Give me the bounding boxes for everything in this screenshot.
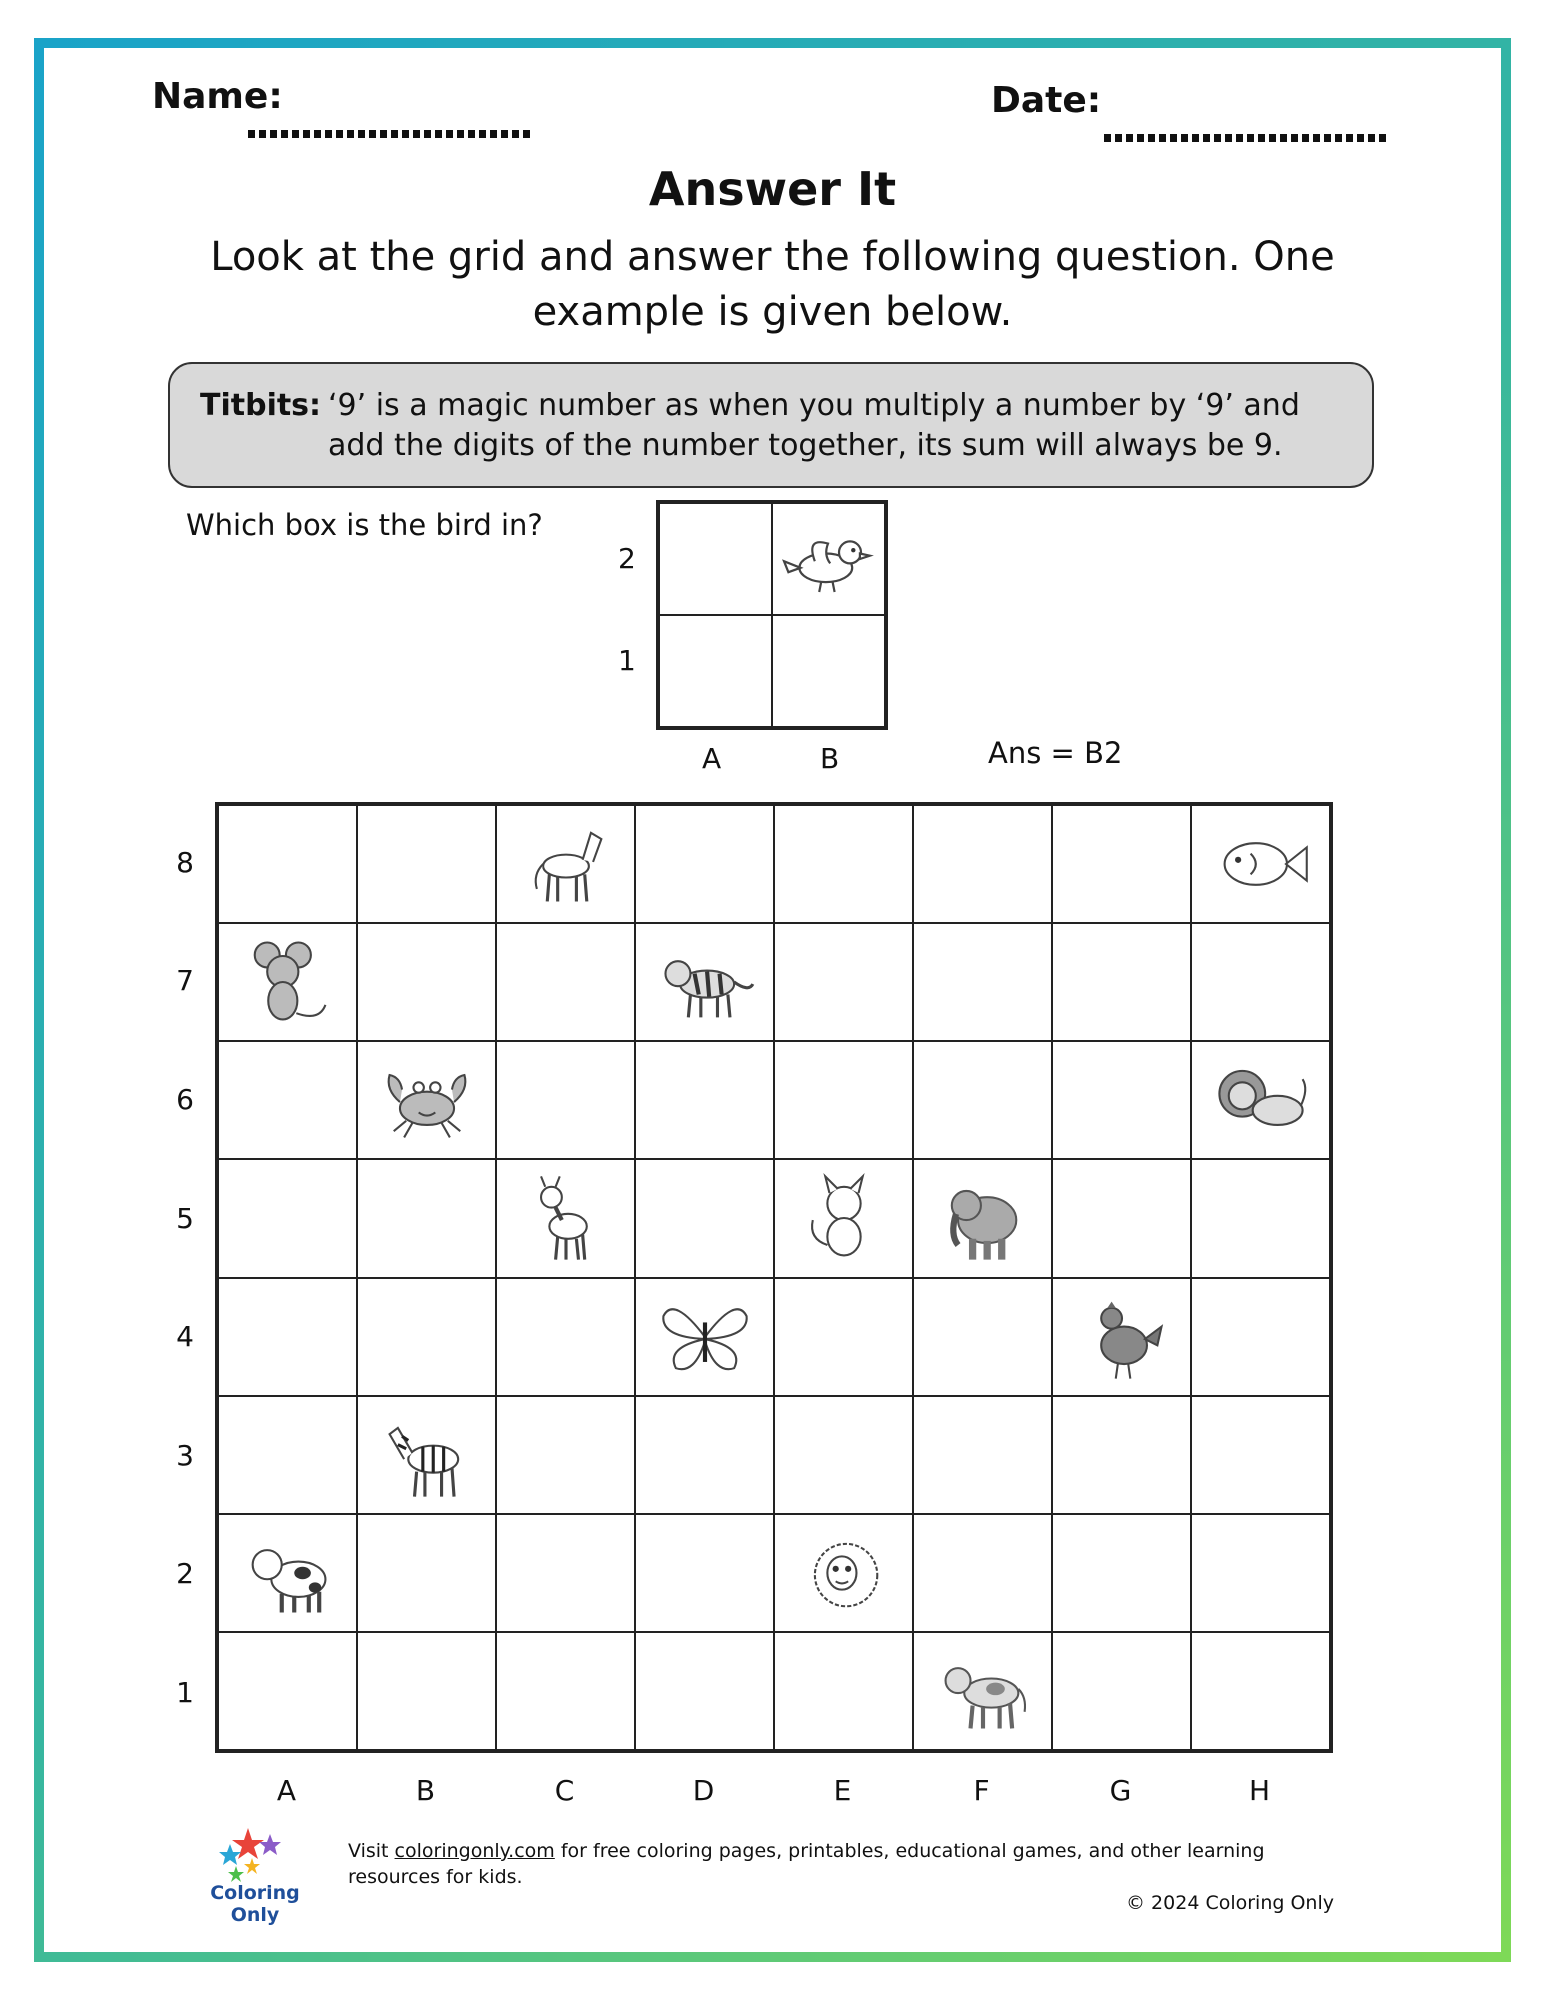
grid-cell-h3[interactable] (1191, 1396, 1330, 1514)
grid-cell-h5[interactable] (1191, 1159, 1330, 1277)
col-label: E (833, 1774, 852, 1807)
row-label: 3 (176, 1439, 194, 1472)
grid-cell-g2[interactable] (1052, 1514, 1191, 1632)
date-label: Date: (991, 80, 1102, 121)
grid-cell-f1[interactable] (913, 1632, 1052, 1750)
grid-cell-h4[interactable] (1191, 1278, 1330, 1396)
grid-cell-g4[interactable] (1052, 1278, 1191, 1396)
grid-cell-f2[interactable] (913, 1514, 1052, 1632)
grid-cell-a8[interactable] (218, 805, 357, 923)
example-cell-b1[interactable] (772, 615, 885, 727)
cat-icon (792, 1166, 896, 1270)
grid-cell-b3[interactable] (357, 1396, 496, 1514)
row-label: 8 (176, 846, 194, 879)
grid-cell-d5[interactable] (635, 1159, 774, 1277)
bird-icon (773, 504, 883, 614)
tip-text: ‘9’ is a magic number as when you multiply a number by ‘9’ and add the digits of the number together, its sum will always be 9. (328, 388, 1300, 463)
grid-cell-e8[interactable] (774, 805, 913, 923)
grid-cell-c1[interactable] (496, 1632, 635, 1750)
grid-cell-h7[interactable] (1191, 923, 1330, 1041)
fish-icon (1209, 812, 1313, 916)
col-label: G (1109, 1774, 1132, 1807)
row-label: 7 (176, 964, 194, 997)
grid-cell-a3[interactable] (218, 1396, 357, 1514)
grid-cell-c7[interactable] (496, 923, 635, 1041)
grid-cell-b8[interactable] (357, 805, 496, 923)
grid-cell-g1[interactable] (1052, 1632, 1191, 1750)
grid-cell-e5[interactable] (774, 1159, 913, 1277)
mouse-icon (236, 930, 340, 1034)
grid-cell-f5[interactable] (913, 1159, 1052, 1277)
grid-cell-g6[interactable] (1052, 1041, 1191, 1159)
grid-cell-e3[interactable] (774, 1396, 913, 1514)
copyright: © 2024 Coloring Only (1126, 1892, 1334, 1914)
grid-cell-c4[interactable] (496, 1278, 635, 1396)
row-label: 4 (176, 1320, 194, 1353)
col-label: F (973, 1774, 990, 1807)
grid-cell-e1[interactable] (774, 1632, 913, 1750)
calf-icon (931, 1639, 1035, 1743)
row-label: 1 (176, 1676, 194, 1709)
grid-cell-a1[interactable] (218, 1632, 357, 1750)
row-label: 2 (176, 1557, 194, 1590)
horse-icon (514, 812, 618, 916)
name-label: Name: (152, 76, 283, 117)
grid-cell-f6[interactable] (913, 1041, 1052, 1159)
lion-icon (1209, 1048, 1313, 1152)
grid-cell-c6[interactable] (496, 1041, 635, 1159)
grid-cell-g5[interactable] (1052, 1159, 1191, 1277)
grid-cell-f7[interactable] (913, 923, 1052, 1041)
tiger-icon (653, 930, 757, 1034)
row-label: 6 (176, 1083, 194, 1116)
tip-box (168, 362, 1374, 488)
grid-cell-h2[interactable] (1191, 1514, 1330, 1632)
grid-cell-e4[interactable] (774, 1278, 913, 1396)
grid-cell-a5[interactable] (218, 1159, 357, 1277)
example-cell-a2[interactable] (659, 503, 772, 615)
grid-cell-d4[interactable] (635, 1278, 774, 1396)
date-field-line[interactable] (1104, 134, 1390, 142)
grid-cell-b6[interactable] (357, 1041, 496, 1159)
name-field-line[interactable] (248, 130, 534, 138)
grid-cell-f8[interactable] (913, 805, 1052, 923)
footer-link[interactable]: coloringonly.com (394, 1840, 555, 1862)
row-label: 5 (176, 1202, 194, 1235)
zebra-icon (375, 1403, 479, 1507)
grid-cell-c3[interactable] (496, 1396, 635, 1514)
grid-cell-d8[interactable] (635, 805, 774, 923)
grid-cell-e2[interactable] (774, 1514, 913, 1632)
grid-cell-d2[interactable] (635, 1514, 774, 1632)
grid-cell-g3[interactable] (1052, 1396, 1191, 1514)
grid-cell-b5[interactable] (357, 1159, 496, 1277)
col-label: H (1248, 1774, 1271, 1807)
footer-text: for free coloring pages, printables, educational games, and other learning resources for kids. (348, 1840, 1265, 1888)
logo-text: Coloring Only (210, 1882, 300, 1926)
grid-cell-a4[interactable] (218, 1278, 357, 1396)
grid-cell-b4[interactable] (357, 1278, 496, 1396)
cow-icon (236, 1521, 340, 1625)
col-label: D (692, 1774, 715, 1807)
grid-cell-e7[interactable] (774, 923, 913, 1041)
example-question: Which box is the bird in? (186, 508, 543, 542)
crab-icon (375, 1048, 479, 1152)
elephant-icon (931, 1166, 1035, 1270)
grid-cell-f3[interactable] (913, 1396, 1052, 1514)
grid-cell-a6[interactable] (218, 1041, 357, 1159)
animal-grid (215, 802, 1333, 1753)
grid-cell-g8[interactable] (1052, 805, 1191, 923)
grid-cell-a2[interactable] (218, 1514, 357, 1632)
example-answer: Ans = B2 (988, 736, 1123, 770)
grid-cell-d7[interactable] (635, 923, 774, 1041)
stars-logo-icon (190, 1822, 320, 1882)
grid-cell-h1[interactable] (1191, 1632, 1330, 1750)
grid-cell-g7[interactable] (1052, 923, 1191, 1041)
example-row-label: 2 (618, 542, 636, 575)
grid-cell-h6[interactable] (1191, 1041, 1330, 1159)
col-label: A (276, 1774, 297, 1807)
goat-icon (514, 1166, 618, 1270)
page-title: Answer It (648, 162, 897, 216)
butterfly-icon (653, 1285, 757, 1389)
col-label: B (415, 1774, 436, 1807)
sheep-icon (792, 1521, 896, 1625)
grid-cell-f4[interactable] (913, 1278, 1052, 1396)
grid-cell-c5[interactable] (496, 1159, 635, 1277)
tip-label: Titbits: (200, 388, 322, 423)
grid-cell-d1[interactable] (635, 1632, 774, 1750)
example-cell-a1[interactable] (659, 615, 772, 727)
grid-cell-b2[interactable] (357, 1514, 496, 1632)
col-label: C (554, 1774, 575, 1807)
grid-cell-c8[interactable] (496, 805, 635, 923)
grid-cell-c2[interactable] (496, 1514, 635, 1632)
grid-cell-b7[interactable] (357, 923, 496, 1041)
grid-cell-a7[interactable] (218, 923, 357, 1041)
grid-cell-e6[interactable] (774, 1041, 913, 1159)
grid-cell-d6[interactable] (635, 1041, 774, 1159)
example-row-label: 1 (618, 644, 636, 677)
example-grid (656, 500, 888, 730)
instructions: Look at the grid and answer the following question. One example is given below. (210, 234, 1335, 335)
example-col-label: A (702, 742, 722, 775)
grid-cell-h8[interactable] (1191, 805, 1330, 923)
grid-cell-d3[interactable] (635, 1396, 774, 1514)
example-col-label: B (820, 742, 840, 775)
hen-icon (1070, 1285, 1174, 1389)
grid-cell-b1[interactable] (357, 1632, 496, 1750)
brand-logo[interactable] (190, 1822, 320, 1926)
footer-visit: Visit (348, 1840, 395, 1862)
example-cell-b2[interactable] (772, 503, 885, 615)
footer (348, 1838, 1334, 1916)
